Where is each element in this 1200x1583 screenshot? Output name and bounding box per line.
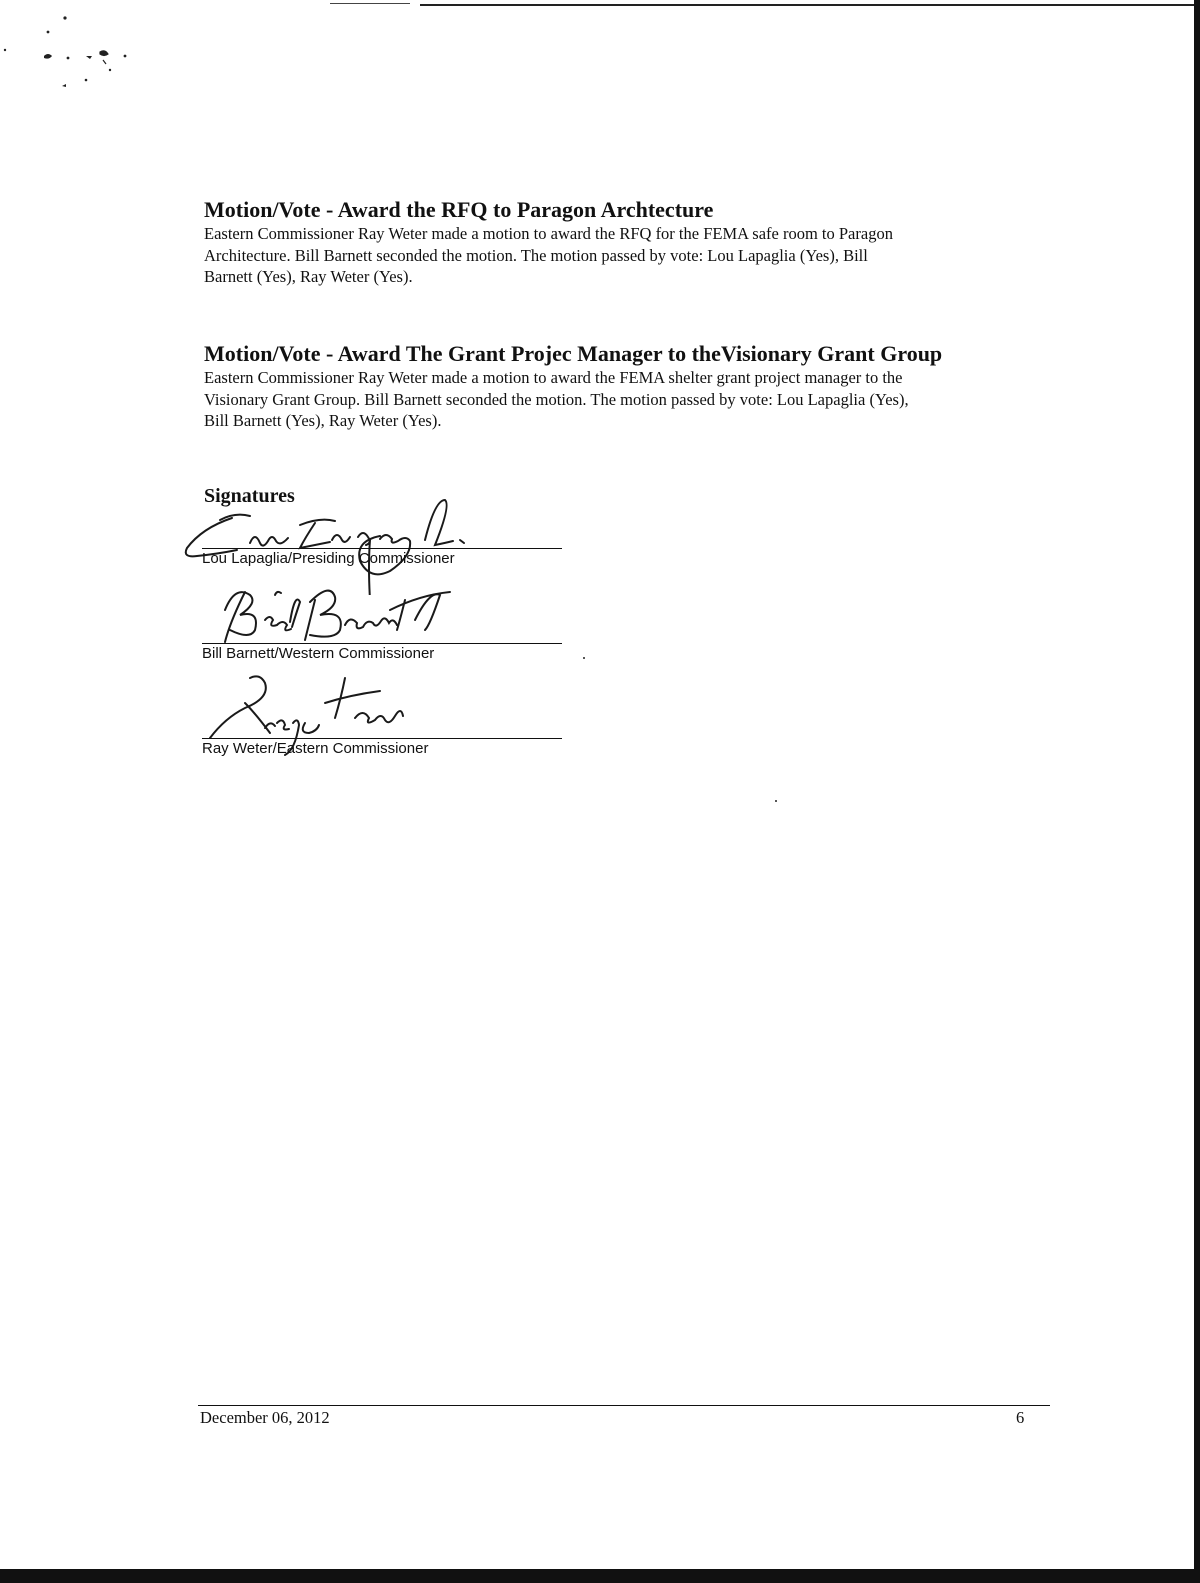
page-number: 6 — [1016, 1408, 1025, 1427]
scan-speck — [583, 657, 585, 659]
motion-section-rfq — [204, 197, 1064, 288]
scan-bottom-edge — [0, 1569, 1200, 1583]
section-heading: Motion/Vote - Award The Grant Projec Manager to theVisionary Grant Group — [204, 341, 943, 366]
scan-top-rule — [420, 4, 1200, 6]
signature-line — [202, 738, 562, 739]
body-line: Architecture. Bill Barnett seconded the motion. The motion passed by vote: Lou Lapaglia (Yes), Bill — [204, 245, 868, 265]
signature-line — [202, 548, 562, 549]
signature-label: Ray Weter/Eastern Commissioner — [202, 740, 429, 757]
section-body — [204, 367, 1064, 432]
signature-label: Lou Lapaglia/Presiding Commissioner — [202, 550, 455, 567]
body-line: Eastern Commissioner Ray Weter made a motion to award the RFQ for the FEMA safe room to Paragon — [204, 224, 893, 243]
signature-line — [202, 643, 562, 644]
signature-label: Bill Barnett/Western Commissioner — [202, 645, 435, 662]
section-body — [204, 223, 1064, 288]
scan-specks — [0, 10, 150, 100]
body-line: Barnett (Yes), Ray Weter (Yes). — [204, 267, 413, 286]
scan-top-mark — [330, 3, 410, 4]
footer-rule — [198, 1405, 1050, 1406]
signature-bill-barnett — [215, 580, 495, 650]
scan-right-edge — [1194, 0, 1200, 1583]
signatures-heading: Signatures — [204, 485, 295, 507]
footer-date: December 06, 2012 — [200, 1408, 330, 1427]
body-line: Eastern Commissioner Ray Weter made a motion to award the FEMA shelter grant project manager to the — [204, 368, 903, 387]
body-line: Bill Barnett (Yes), Ray Weter (Yes). — [204, 411, 442, 430]
motion-section-grant-manager — [204, 341, 1064, 432]
scan-speck — [775, 800, 777, 802]
section-heading: Motion/Vote - Award the RFQ to Paragon Archtecture — [204, 197, 714, 222]
body-line: Visionary Grant Group. Bill Barnett seconded the motion. The motion passed by vote: Lou Lapaglia (Yes), — [204, 389, 909, 409]
